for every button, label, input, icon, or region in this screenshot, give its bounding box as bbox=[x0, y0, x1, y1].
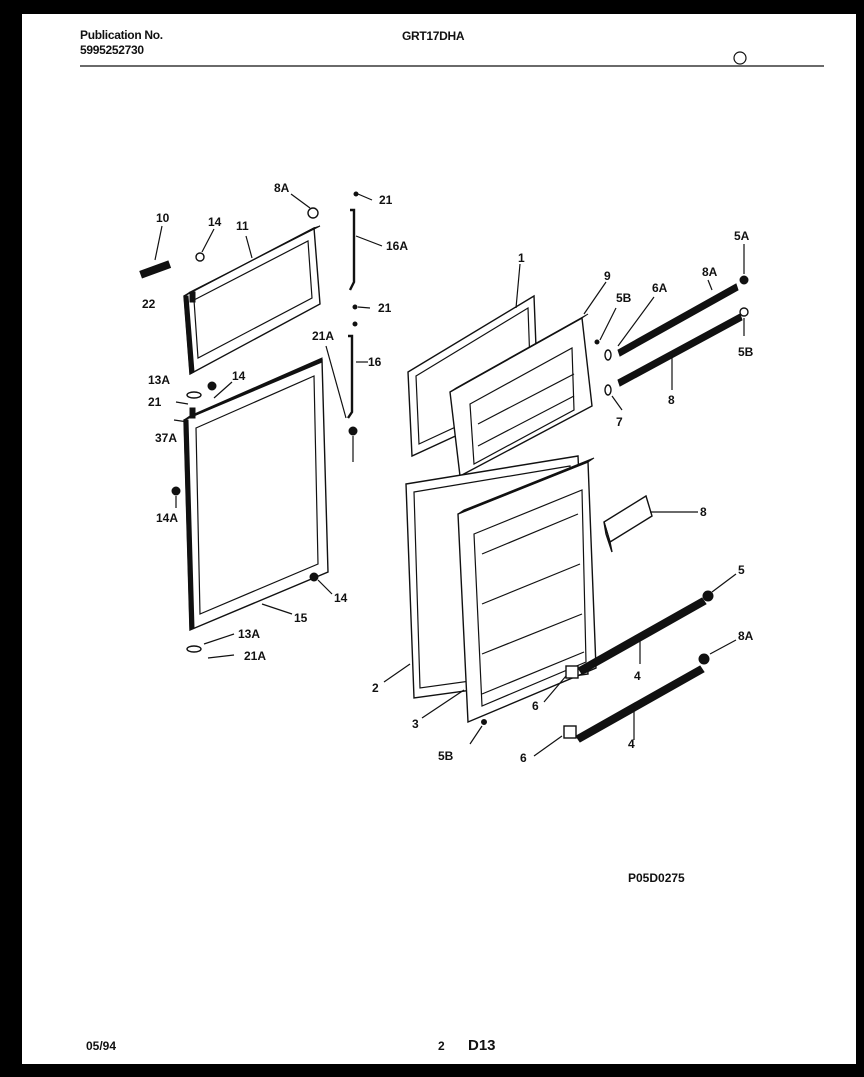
drawing-number: P05D0275 bbox=[628, 871, 685, 885]
callout-16a: 16A bbox=[386, 239, 409, 253]
callout-14a: 14A bbox=[156, 511, 179, 525]
part-13a-hinge-lower bbox=[187, 646, 201, 652]
callout-6-upper: 6 bbox=[532, 699, 539, 713]
cap-5b bbox=[740, 308, 748, 316]
callout-21b: 21A bbox=[312, 329, 335, 343]
cap-6a bbox=[605, 350, 611, 360]
end-cap-5 bbox=[703, 591, 713, 601]
callout-8a: 8A bbox=[702, 265, 718, 279]
callout-16: 16 bbox=[368, 355, 382, 369]
callout-22-mid: 37A bbox=[155, 431, 178, 445]
part-14a-plug bbox=[172, 487, 180, 495]
publication-label: Publication No. bbox=[80, 28, 163, 42]
parts-diagram-page bbox=[22, 14, 856, 1064]
part-14-plug-c bbox=[310, 573, 318, 581]
callout-21-top: 21 bbox=[379, 193, 393, 207]
callout-6b: 7 bbox=[616, 415, 623, 429]
end-cap-6-lower bbox=[564, 726, 576, 738]
exploded-parts-diagram bbox=[22, 14, 856, 1064]
callout-13a-top: 13A bbox=[148, 373, 171, 387]
part-14-plug-b bbox=[208, 382, 216, 390]
model-number: GRT17DHA bbox=[402, 29, 465, 43]
footer-date: 05/94 bbox=[86, 1039, 117, 1053]
part-14-plug bbox=[196, 253, 204, 261]
callout-10: 8A bbox=[274, 181, 290, 195]
callout-7: 8 bbox=[700, 505, 707, 519]
part-5b-screw-lower bbox=[482, 720, 487, 725]
callout-5: 5 bbox=[738, 563, 745, 577]
callout-2: 2 bbox=[372, 681, 379, 695]
callout-11: 11 bbox=[236, 219, 249, 233]
callout-21-mid: 21 bbox=[378, 301, 392, 315]
cap-6b bbox=[605, 385, 611, 395]
callout-14: 14 bbox=[208, 215, 222, 229]
dairy-door-7 bbox=[604, 496, 652, 552]
shelf-bar-8 bbox=[618, 314, 742, 386]
callout-14-low: 14 bbox=[334, 591, 348, 605]
callout-9: 9 bbox=[604, 269, 611, 283]
callout-5a: 5A bbox=[734, 229, 750, 243]
callout-8-top: 8 bbox=[668, 393, 675, 407]
callout-5b-right: 5B bbox=[738, 345, 754, 359]
callout-12: 10 bbox=[156, 211, 170, 225]
logo-mark bbox=[734, 52, 746, 64]
part-10-plug bbox=[308, 208, 318, 218]
footer-section: D13 bbox=[468, 1037, 496, 1054]
part-21-screw-top bbox=[354, 192, 358, 196]
part-22-screw-b bbox=[190, 408, 195, 418]
callout-4-lower: 4 bbox=[628, 737, 635, 751]
shelf-bar-4-upper bbox=[578, 598, 706, 674]
part-21-screw-low bbox=[353, 322, 357, 326]
publication-number: 5995252730 bbox=[80, 43, 144, 57]
callout-5b-low: 5B bbox=[438, 749, 454, 763]
part-13a-hinge-upper bbox=[187, 392, 201, 398]
part-5b-screw bbox=[595, 340, 599, 344]
callout-15: 15 bbox=[294, 611, 308, 625]
end-cap-6-upper bbox=[566, 666, 578, 678]
callout-1: 1 bbox=[518, 251, 525, 265]
callout-3: 3 bbox=[412, 717, 419, 731]
shelf-bar-8a bbox=[618, 284, 738, 356]
end-cap-8 bbox=[699, 654, 709, 664]
callout-5b-top: 5B bbox=[616, 291, 632, 305]
callout-21a-low: 21A bbox=[244, 649, 267, 663]
callout-21a-top: 21 bbox=[148, 395, 162, 409]
callout-13a-low: 13A bbox=[238, 627, 261, 641]
callout-8-low: 8A bbox=[738, 629, 754, 643]
handle-16 bbox=[348, 336, 352, 418]
part-12-strip bbox=[140, 261, 171, 278]
callout-6-lower: 6 bbox=[520, 751, 527, 765]
callout-6a: 6A bbox=[652, 281, 668, 295]
cap-5a bbox=[740, 276, 748, 284]
handle-16a bbox=[350, 210, 354, 290]
callout-14-mid: 14 bbox=[232, 369, 246, 383]
part-37a-cap bbox=[349, 427, 357, 435]
callout-4-upper: 4 bbox=[634, 669, 641, 683]
footer-page: 2 bbox=[438, 1039, 445, 1053]
callout-22-top: 22 bbox=[142, 297, 156, 311]
part-21-screw-mid bbox=[353, 305, 357, 309]
part-22-screw bbox=[190, 292, 195, 302]
fresh-food-door-liner-frame bbox=[184, 358, 328, 630]
